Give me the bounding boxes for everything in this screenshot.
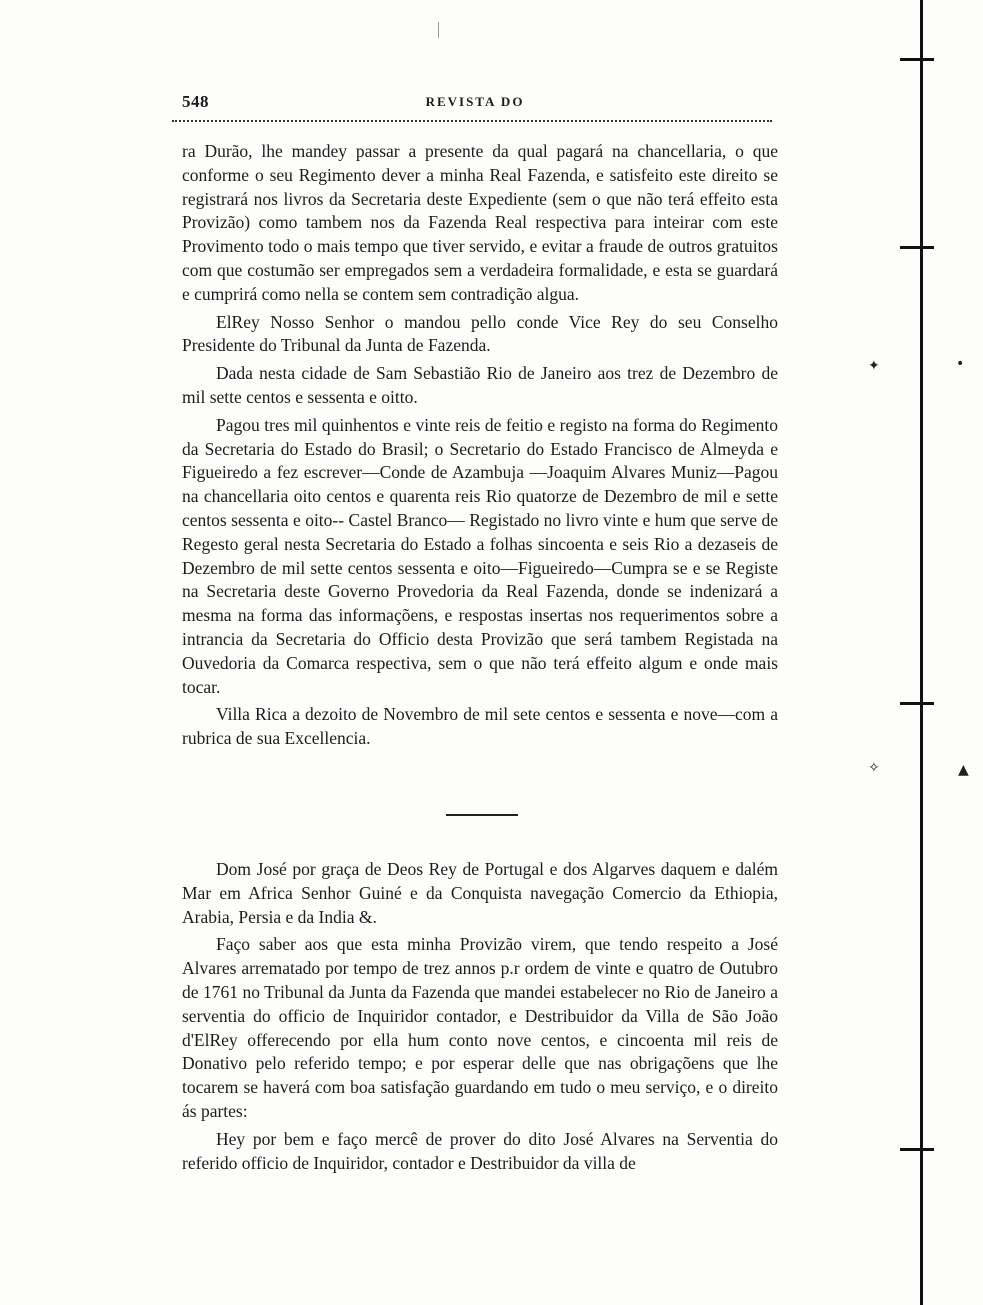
paragraph: Faço saber aos que esta minha Provizão virem, que tendo respeito a José Alvares arrematado por tempo de trez annos p.r ordem de vinte e quatro de Outubro de 1761 no Tribunal da Junta da Fazenda que mandei estabelecer no Rio de Janeiro a serventia do officio de Inquiridor contador, e Destribuidor da Villa de São João d'ElRey offerecendo por ella hum conto nove centos, e cincoenta mil reis de Donativo pelo referido tempo; e por esperar delle que nas obrigaçõens que lhe tocarem se haverá com boa satisfação guardando em tudo o meu serviço, e o direito ás partes: [182, 934, 778, 1121]
scan-speck: ✦ [868, 358, 880, 374]
paragraph: ElRey Nosso Senhor o mandou pello conde Vice Rey do seu Conselho Presidente do Tribunal da Junta de Fazenda. [182, 311, 778, 356]
paragraph: ra Durão, lhe mandey passar a presente da qual pagará na chancellaria, o que conforme o seu Regimento dever a minha Real Fazenda, e satisfeito este direito se registrará nos livros da Secretaria deste Expediente (sem o que não terá effeito esta Provizão) como tambem nos da Fazenda Real respectiva para inteirar com este Provimento todo o mais tempo que tiver servido, e evitar a fraude de outros gratuitos com que costumão ser empregados sem a verdadeira formalidade, e esta se guardará e cumprirá como nella se contem sem contradição algua. [182, 141, 778, 304]
binding-mark [900, 1148, 934, 1151]
binding-mark [900, 702, 934, 705]
binding-mark [900, 58, 934, 61]
paragraph: Dom José por graça de Deos Rey de Portugal e dos Algarves daquem e dalém Mar em Africa Senhor Guiné e da Conquista navegação Comercio da Ethiopia, Arabia, Persia e da India &. [182, 859, 778, 927]
paragraph: Pagou tres mil quinhentos e vinte reis de feitio e registo na forma do Regimento da Secretaria do Estado do Brasil; o Secretario do Estado Francisco de Almeyda e Figueiredo a fez escrever—Conde de Azambuja —Joaquim Alvares Muniz—Pagou na chancellaria oito centos e quarenta reis Rio quatorze de Dezembro de mil e sette centos sessenta e oito-- Castel Branco— Registado no livro vinte e hum que serve de Regesto geral nesta Secretaria do Estado a folhas sincoenta e seis Rio a dezaseis de Dezembro de mil sette centos sessenta e oito—Figueiredo—Cumpra se e se Registe na Secretaria deste Governo Provedoria da Real Fazenda, donde se indenizará a mesma na forma das informaçõens, e respostas insertas nos requerimentos sobre a intrancia da Secretaria do Officio desta Provizão que será tambem Registada na Ouvedoria da Comarca respectiva, sem o que não terá effeito algum e onde mais tocar. [182, 414, 778, 697]
binding-mark [900, 246, 934, 249]
page-number: 548 [182, 92, 209, 111]
scan-speck: • [956, 356, 965, 372]
paragraph: Dada nesta cidade de Sam Sebastião Rio de Janeiro aos trez de Dezembro de mil sette centos e sessenta e oitto. [182, 363, 778, 407]
running-title: REVISTA DO [425, 94, 525, 109]
section-divider [446, 814, 518, 816]
page-header [180, 92, 770, 112]
scan-mark [438, 22, 439, 38]
document-body-section-2 [182, 858, 778, 1179]
scan-speck: ▲ [958, 762, 969, 778]
document-body-section-1 [182, 140, 778, 755]
header-rule [172, 120, 772, 122]
paragraph: Hey por bem e faço mercê de prover do dito José Alvares na Serventia do referido officio de Inquiridor, contador e Destribuidor da villa de [182, 1128, 778, 1173]
scan-speck: ✧ [868, 760, 880, 776]
binding-edge-line [920, 0, 923, 1305]
paragraph: Villa Rica a dezoito de Novembro de mil sete centos e sessenta e nove—com a rubrica de sua Excellencia. [182, 704, 778, 749]
